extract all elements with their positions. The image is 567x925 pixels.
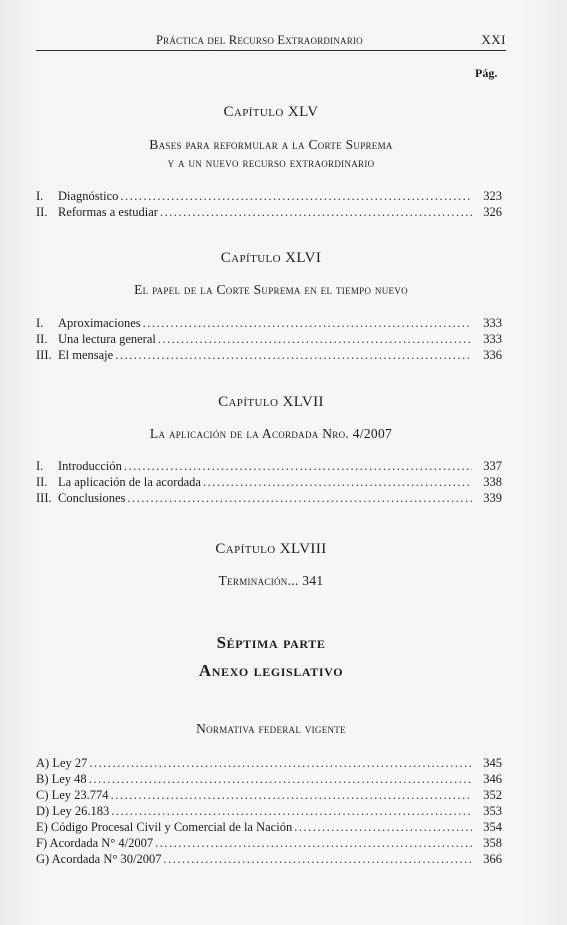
chapter-title: Capítulo XLVII — [218, 394, 324, 410]
annex-row — [36, 851, 502, 867]
toc-page-number: 339 — [483, 491, 502, 505]
dot-leader — [143, 315, 472, 331]
dot-leader — [158, 331, 472, 347]
dot-leader — [124, 458, 472, 474]
toc-page-number: 323 — [483, 189, 502, 203]
chapter-title: Capítulo XLVIII — [215, 541, 327, 557]
toc-page-number: 338 — [483, 475, 502, 489]
annex-label: D) Ley 26.183 — [36, 804, 110, 818]
dot-leader — [89, 771, 472, 787]
chapter-title: Capítulo XLV — [223, 104, 319, 120]
toc-page-number: 333 — [483, 316, 502, 330]
annex-label: C) Ley 23.774 — [36, 788, 109, 802]
toc-number: I. — [36, 189, 44, 203]
toc-label: Introducción — [58, 459, 122, 473]
toc-label: Aproximaciones — [58, 316, 141, 330]
annex-label: A) Ley 27 — [36, 756, 88, 770]
chapter-subtitle-line: Terminación... 341 — [218, 573, 324, 588]
toc-row — [36, 490, 502, 506]
toc-list — [36, 458, 502, 506]
toc-label: Diagnóstico — [58, 189, 119, 203]
annex-page-number: 354 — [483, 820, 502, 834]
toc-row — [36, 331, 502, 347]
page-column-label: Pág. — [475, 66, 498, 80]
toc-row — [36, 347, 502, 363]
dot-leader — [127, 490, 472, 506]
dot-leader — [155, 835, 472, 851]
annex-page-number: 352 — [483, 788, 502, 802]
running-header — [36, 30, 506, 51]
toc-row — [36, 315, 502, 331]
toc-number: I. — [36, 316, 44, 330]
chapter-title: Capítulo XLVI — [220, 250, 322, 266]
toc-page-number: 337 — [483, 459, 502, 473]
annex-page-number: 358 — [483, 836, 502, 850]
annex-page-number: 353 — [483, 804, 502, 818]
toc-list — [36, 315, 502, 363]
annex-row — [36, 835, 502, 851]
annex-list — [36, 755, 502, 867]
chapter-subtitle-line: Bases para reformular a la Corte Suprema — [149, 137, 393, 152]
page-folio: XXI — [481, 32, 506, 47]
section-title: Normativa federal vigente — [196, 721, 346, 736]
toc-number: II. — [36, 475, 48, 489]
toc-number: III. — [36, 348, 52, 362]
toc-label: Una lectura general — [58, 332, 156, 346]
chapter-subtitle-line: y a un nuevo recurso extraordinario — [167, 155, 375, 170]
part-title: Séptima parte — [216, 633, 326, 652]
toc-row — [36, 188, 502, 204]
toc-label: Conclusiones — [58, 491, 126, 505]
dot-leader — [89, 755, 472, 771]
dot-leader — [115, 347, 472, 363]
running-title: Práctica del Recurso Extraordinario — [156, 33, 363, 47]
toc-page-number: 336 — [483, 348, 502, 362]
dot-leader — [111, 787, 472, 803]
dot-leader — [203, 474, 472, 490]
annex-label: E) Código Procesal Civil y Comercial de la Nación — [36, 820, 293, 834]
part-subtitle: Anexo legislativo — [198, 661, 344, 680]
toc-number: II. — [36, 332, 48, 346]
annex-row — [36, 787, 502, 803]
dot-leader — [160, 204, 472, 220]
annex-row — [36, 819, 502, 835]
annex-page-number: 345 — [483, 756, 502, 770]
toc-number: III. — [36, 491, 52, 505]
dot-leader — [163, 851, 472, 867]
annex-label: F) Acordada N° 4/2007 — [36, 836, 154, 850]
toc-row — [36, 458, 502, 474]
dot-leader — [294, 819, 472, 835]
toc-row — [36, 474, 502, 490]
toc-label: El mensaje — [58, 348, 114, 362]
toc-label: Reformas a estudiar — [58, 205, 158, 219]
toc-number: II. — [36, 205, 48, 219]
annex-row — [36, 771, 502, 787]
annex-label: G) Acordada N° 30/2007 — [36, 852, 162, 866]
toc-list — [36, 188, 502, 220]
annex-row — [36, 803, 502, 819]
toc-page-number: 326 — [483, 205, 502, 219]
annex-page-number: 346 — [483, 772, 502, 786]
toc-row — [36, 204, 502, 220]
chapter-subtitle-line: El papel de la Corte Suprema en el tiempo nuevo — [134, 282, 408, 297]
toc-label: La aplicación de la acordada — [58, 475, 201, 489]
dot-leader — [120, 188, 472, 204]
annex-label: B) Ley 48 — [36, 772, 87, 786]
annex-page-number: 366 — [483, 852, 502, 866]
chapter-subtitle-line: La aplicación de la Acordada Nro. 4/2007 — [149, 426, 393, 441]
annex-row — [36, 755, 502, 771]
toc-page-number: 333 — [483, 332, 502, 346]
dot-leader — [111, 803, 472, 819]
toc-number: I. — [36, 459, 44, 473]
